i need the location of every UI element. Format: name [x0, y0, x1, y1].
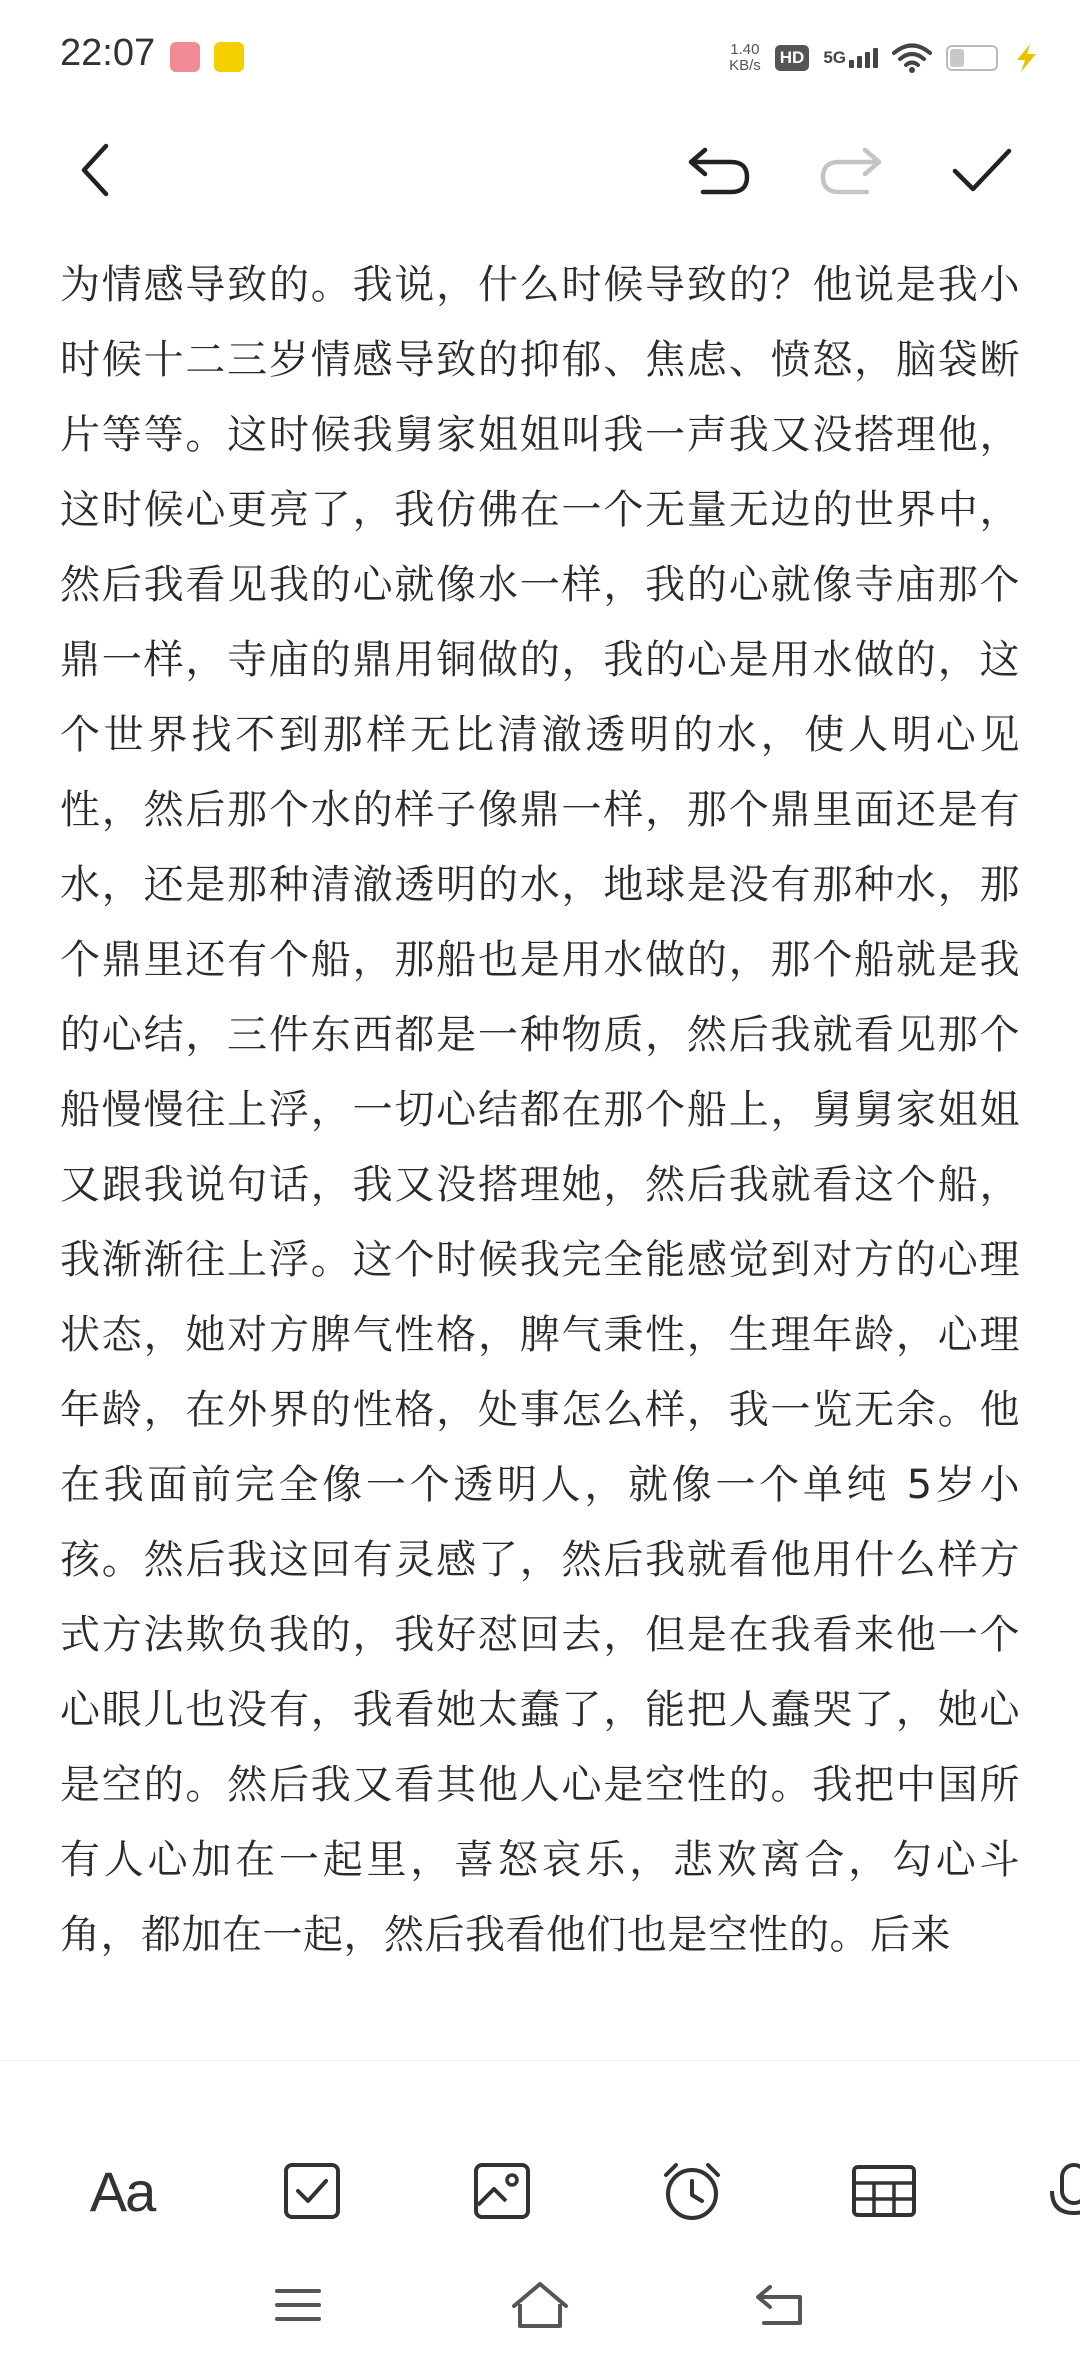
redo-icon — [815, 142, 885, 198]
menu-icon — [273, 2285, 323, 2325]
battery-level: 3 — [967, 48, 977, 67]
signal-icon — [823, 48, 878, 68]
charging-icon — [1012, 43, 1040, 73]
check-icon — [951, 145, 1013, 195]
chevron-left-icon — [76, 142, 116, 198]
done-button[interactable] — [944, 132, 1020, 208]
system-navigation-bar — [0, 2240, 1080, 2376]
redo-button[interactable] — [812, 132, 888, 208]
table-button[interactable] — [844, 2151, 924, 2231]
status-indicators — [729, 36, 1040, 80]
font-style-icon: Aa — [89, 2159, 155, 2223]
image-icon — [472, 2161, 532, 2221]
home-button[interactable] — [500, 2270, 580, 2340]
health-app-icon — [170, 42, 200, 72]
alarm-icon — [660, 2159, 724, 2223]
voice-button[interactable] — [1034, 2151, 1080, 2231]
battery-icon — [946, 45, 998, 71]
back-icon — [752, 2281, 808, 2329]
network-type: 5G — [823, 48, 846, 67]
table-icon — [851, 2161, 917, 2221]
format-toolbar — [0, 2060, 1080, 2241]
network-speed — [729, 42, 761, 74]
image-button[interactable] — [462, 2151, 542, 2231]
font-style-button[interactable] — [82, 2151, 162, 2231]
home-icon — [510, 2280, 570, 2330]
network-speed-unit: KB/s — [729, 57, 761, 74]
reminder-button[interactable] — [652, 2151, 732, 2231]
checklist-button[interactable] — [272, 2151, 352, 2231]
note-body[interactable]: 为情感导致的。我说，什么时候导致的？他说是我小时候十二三岁情感导致的抑郁、焦虑、愤怒，脑袋断片等等。这时候我舅家姐姐叫我一声我又没搭理他，这时候心更亮了，我仿佛在一个无量无边的世界中，然后我看见我的心就像水一样，我的心就像寺庙那个鼎一样，寺庙的鼎用铜做的，我的心是用水做的，这个世界找不到那样无比清澈透明的水，使人明心见性，然后那个水的样子像鼎一样，那个鼎里面还是有水，还是那种清澈透明的水，地球是没有那种水，那个鼎里还有个船，那船也是用水做的，那个船就是我的心结，三件东西都是一种物质，然后我就看见那个船慢慢往上浮，一切心结都在那个船上，舅舅家姐姐又跟我说句话，我又没搭理她，然后我就看这个船，我渐渐往上浮。这个时候我完全能感觉到对方的心理状态，她对方脾气性格，脾气秉性，生理年龄，心理年龄，在外界的性格，处事怎么样，我一览无余。他在我面前完全像一个透明人，就像一个单纯 5岁小孩。然后我这回有灵感了，然后我就看他用什么样方式方法欺负我的，我好怼回去，但是在我看来他一个心眼儿也没有，我看她太蠢了，能把人蠢哭了，她心是空的。然后我又看其他人心是空性的。我把中国所有人心加在一起里，喜怒哀乐，悲欢离合，勾心斗角，都加在一起，然后我看他们也是空性的。后来 — [60, 262, 1020, 1958]
wifi-icon — [892, 42, 932, 74]
menu-button[interactable] — [258, 2270, 338, 2340]
back-nav-button[interactable] — [740, 2270, 820, 2340]
undo-icon — [685, 142, 755, 198]
hd-badge: HD — [775, 45, 810, 71]
status-time: 22:07 — [60, 32, 156, 74]
editor-toolbar — [0, 120, 1080, 220]
checkbox-icon — [282, 2161, 342, 2221]
status-bar — [0, 0, 1080, 110]
network-speed-value: 1.40 — [730, 41, 760, 58]
microphone-icon — [1044, 2161, 1080, 2221]
undo-button[interactable] — [682, 132, 758, 208]
back-button[interactable] — [58, 132, 134, 208]
notification-app-icon — [214, 42, 244, 72]
